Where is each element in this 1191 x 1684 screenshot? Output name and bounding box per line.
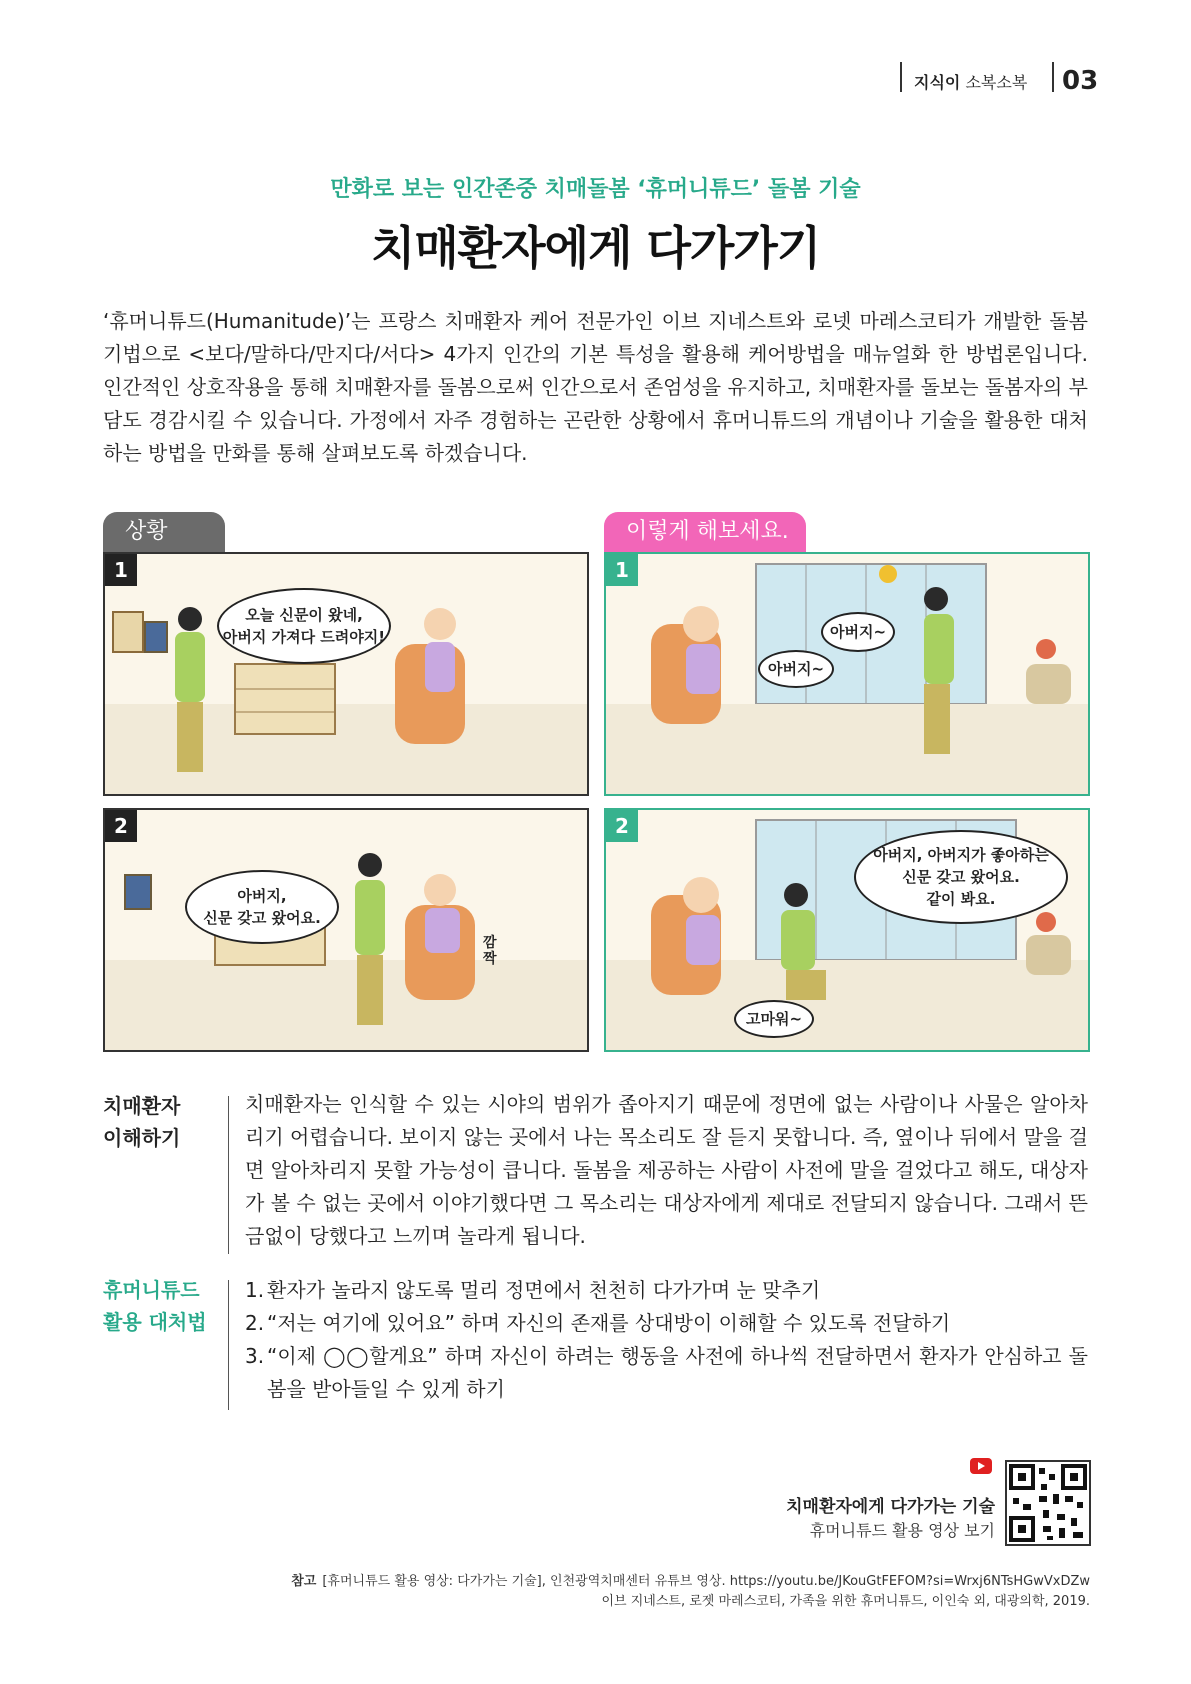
section-divider	[228, 1096, 229, 1254]
reference-text-1: [휴머니튜드 활용 영상: 다가가는 기술], 인천광역치매센터 유튜브 영상. https://youtu.be/JKouGtFEFOM?si=Wrxj6NTsHGwVxDZw	[322, 1574, 1090, 1589]
list-item	[245, 1274, 1088, 1307]
section-name	[914, 70, 1027, 93]
understanding-text: 치매환자는 인식할 수 있는 시야의 범위가 좁아지기 때문에 정면에 없는 사람이나 사물은 알아차리기 어렵습니다. 보이지 않는 곳에서 나는 목소리도 잘 듣지 못합니다. 즉, 옆이나 뒤에서 말을 걸면 알아차리지 못할 가능성이 큽니다. 돌봄을 제공하는 사람이 사전에 말을 걸었다고 해도, 대상자가 볼 수 없는 곳에서 이야기했다면 그 목소리는 대상자에게 제대로 전달되지 않습니다. 그래서 뜬금없이 당했다고 느끼며 놀라게 됩니다.	[245, 1092, 1088, 1248]
speech-bubble: 아버지~	[758, 650, 834, 688]
try-this-tab: 이렇게 해보세요.	[604, 512, 806, 552]
comic-illustration	[105, 554, 587, 794]
reference-label: 참고	[291, 1574, 317, 1589]
list-item	[245, 1307, 1088, 1340]
list-number: 1.	[245, 1278, 265, 1302]
speech-bubble: 고마워~	[734, 1000, 814, 1038]
page-subtitle: 만화로 보는 인간존중 치매돌봄 ‘휴머니튜드’ 돌봄 기술	[330, 177, 861, 202]
comic-panel-try-1	[604, 552, 1090, 796]
list-text: “이제 ◯◯할게요” 하며 자신이 하려는 행동을 사전에 하나씩 전달하면서 환자가 안심하고 돌봄을 받아들일 수 있게 하기	[267, 1344, 1088, 1401]
reference-line-1	[291, 1570, 1090, 1589]
qr-code-graphic	[1007, 1462, 1089, 1544]
comic-panel-situation-2	[103, 808, 589, 1052]
section-name-rest: 소복소복	[965, 73, 1028, 92]
panel-number: 1	[606, 554, 638, 586]
intro-paragraph: ‘휴머니튜드(Humanitude)’는 프랑스 치매환자 케어 전문가인 이브 지네스트와 로넷 마레스코티가 개발한 돌봄기법으로 <보다/말하다/만지다/서다> 4가지 인간의 기본 특성을 활용해 케어방법을 매뉴얼화 한 방법론입니다. 인간적인 상호작용을 통해 치매환자를 돌봄으로써 인간으로서 존엄성을 유지하고, 치매환자를 돌보는 돌봄자의 부담도 경감시킬 수 있습니다. 가정에서 자주 경험하는 곤란한 상황에서 휴머니튜드의 개념이나 기술을 활용한 대처하는 방법을 만화를 통해 살펴보도록 하겠습니다.	[103, 309, 1088, 465]
section-header-tab	[900, 62, 1054, 92]
page-number: 03	[1062, 66, 1099, 96]
qr-code-icon[interactable]	[1005, 1460, 1091, 1546]
list-text: 환자가 놀라지 않도록 멀리 정면에서 천천히 다가가며 눈 맞추기	[267, 1278, 821, 1302]
section-name-bold: 지식이	[914, 73, 961, 92]
list-item	[245, 1340, 1088, 1406]
speech-bubble: 아버지, 신문 갖고 왔어요.	[185, 870, 339, 944]
list-text: “저는 여기에 있어요” 하며 자신의 존재를 상대방이 이해할 수 있도록 전달하기	[267, 1311, 951, 1335]
comic-illustration	[105, 810, 587, 1050]
panel-number: 2	[606, 810, 638, 842]
list-number: 3.	[245, 1344, 265, 1368]
comic-panel-try-2	[604, 808, 1090, 1052]
video-title[interactable]: 치매환자에게 다가가는 기술	[786, 1497, 995, 1517]
panel-number: 1	[105, 554, 137, 586]
situation-tab: 상황	[103, 512, 225, 552]
speech-bubble: 오늘 신문이 왔네, 아버지 가져다 드려야지!	[217, 588, 391, 664]
speech-bubble: 아버지~	[821, 612, 895, 652]
humanitude-label: 휴머니튜드 활용 대처법	[103, 1278, 207, 1334]
list-number: 2.	[245, 1311, 265, 1335]
comic-panel-situation-1	[103, 552, 589, 796]
video-subtitle[interactable]: 휴머니튜드 활용 영상 보기	[809, 1521, 995, 1540]
comic-illustration	[606, 554, 1088, 794]
reference-line-2: 이브 지네스트, 로젯 마레스코티, 가족을 위한 휴머니튜드, 이인숙 외, 대광의학, 2019.	[601, 1594, 1090, 1609]
sound-effect-text: 깜 짝	[483, 935, 497, 967]
panel-number: 2	[105, 810, 137, 842]
youtube-icon[interactable]	[970, 1458, 992, 1474]
humanitude-list	[245, 1274, 1088, 1406]
understanding-label: 치매환자 이해하기	[103, 1094, 181, 1150]
speech-bubble: 아버지, 아버지가 좋아하는 신문 갖고 왔어요. 같이 봐요.	[854, 830, 1068, 924]
section-divider	[228, 1280, 229, 1410]
page-title: 치매환자에게 다가가기	[370, 221, 821, 275]
